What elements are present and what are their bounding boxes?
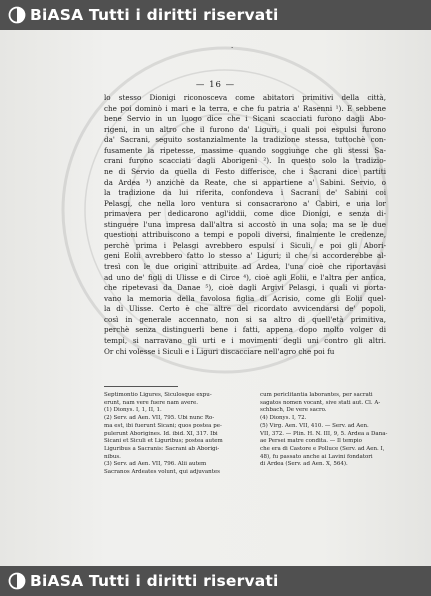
text-line: geni Eolii avrebbero fatto lo stesso a' Liguri; il che si accorderebbe al- <box>104 251 386 261</box>
watermark-text-bottom: BiASA Tutti i diritti riservati <box>30 572 279 590</box>
footnote-line: nibus. <box>104 453 121 460</box>
text-line: da' Sacrani, seguito sostanzialmente la tradizione stessa, tuttochè con- <box>104 135 386 145</box>
watermark-banner-top <box>0 0 431 30</box>
text-line: bene Servio in un luogo dice che i Sicani scacciati furono dagli Abo- <box>104 114 386 124</box>
footnote-line: Liguribus a Sacranis: Sacrani ab Aborigi- <box>104 445 220 452</box>
footnote-line: sagatos nomen vocant, sive stati aut. Cl. A- <box>260 399 381 406</box>
text-line: la di Ulisse. Certo è che altre del ricordato avvicendarsi de' popoli, <box>104 304 386 314</box>
text-line: Or chi volesse i Siculi e i Liguri discacciare nell'agro che poi fu <box>104 346 335 356</box>
text-line: crani furono scacciati dagli Aborigeni ²). In questo solo la tradizio- <box>104 156 386 166</box>
text-line: tempi, si narravano gli urti e i movimenti degli uni contro gli altri. <box>104 335 386 345</box>
biasa-logo-icon <box>8 0 26 24</box>
text-line: vano la memoria della favolosa figlia di Acrisio, come gli Eolii quel- <box>104 293 386 303</box>
text-line: che poi dominò i mari e la terra, e che fu patria a' Rasenni ¹). E sebbene <box>104 103 386 113</box>
text-line: stinguere l'una impresa dall'altra si accostò in una sola; ma se le due <box>104 219 386 229</box>
text-line: perchè prima i Pelasgi avrebbero espulsi i Siculi, e poi gli Abori- <box>104 240 386 250</box>
watermark-banner-bottom <box>0 566 431 596</box>
footnote-line: che era di Castore e Polluce (Serv. ad Aen. I, <box>260 445 385 452</box>
text-line: questioni attribuiscono a tempi e popoli diversi, finalmente le credenze, <box>104 230 386 240</box>
text-line: così in generale accennato, non si sa altro di quell'età primitiva, <box>104 314 386 324</box>
watermark-text-top: BiASA Tutti i diritti riservati <box>30 6 279 24</box>
text-line: la tradizione da lui riferita, confondeva i Sacrani de' Sabini coi <box>104 188 386 198</box>
footnote-line: Sacranos Ardeates volunt, qui adjuvantes <box>104 469 220 476</box>
footnote-line: (3) Serv. ad Aen. VII, 796. Alii autem <box>104 461 207 468</box>
text-line: ne di Servio da quella di Festo differisce, che i Sacrani dice partiti <box>104 166 386 176</box>
text-line: primavera per dedicarono agl'iddii, come dice Dionigi, e senza di- <box>104 209 386 219</box>
footnote-line: ma est, ibi fuerunt Sicani; quos postea pe- <box>104 422 222 429</box>
biasa-logo-icon <box>8 566 26 590</box>
footnote-line: VII, 372. — Plin. H. N. III, 9, 5. Ardea a Dana- <box>260 430 388 437</box>
footnote-line: (5) Virg. Aen. VII, 410. — Serv. ad Aen. <box>260 422 369 429</box>
page-number: — 16 — <box>195 80 236 90</box>
footnote-line: 48), fu passato anche ai Lavini fondatori <box>260 453 373 460</box>
footnote-line: ae Persei matre condita. — Il tempio <box>260 438 362 445</box>
footnote-divider <box>104 386 178 387</box>
footnotes-left-column <box>104 392 242 477</box>
footnote-line: erunt, nam vere fuere nam avere. <box>104 399 198 406</box>
text-line: da Ardea ³) anzichè da Reate, che si appartiene a' Sabini. Servio, o <box>104 177 386 187</box>
footnote-line: (1) Dionys. I, 1, II, 1. <box>104 407 162 414</box>
text-line: ad uno de' figli di Ulisse e di Circe ⁴), cioè agli Eolii, e l'altra per antica, <box>104 272 386 282</box>
text-line: che ripetevasi da Danae ⁵), cioè dagli Argivi Pelasgi, i quali vi porta- <box>104 283 386 293</box>
body-text <box>104 93 386 357</box>
text-line: Pelasgi, che nella loro ventura si consacrarono a' Cabiri, e una lor <box>104 198 386 208</box>
text-line: rigeni, in un altro che il furono da' Liguri, i quali poi espulsi furono <box>104 124 386 134</box>
text-line: lo stesso Dionigi riconosceva come abitatori primitivi della città, <box>104 93 386 102</box>
footnote-line: pulerunt Aborigines. Id. ibid. XI, 317. Ibi <box>104 430 218 437</box>
footnote-line: cum periclitantia laborantes, per sacrati <box>260 392 373 398</box>
text-line: tresì con le due origini attribuite ad Ardea, l'una cioè che riportavasi <box>104 262 386 271</box>
footnote-line: (2) Serv. ad Aen. VII, 795. Ubi nunc Ro- <box>104 415 215 422</box>
footnote-line: Sicani et Siculi et Liguribus; postea autem <box>104 438 223 445</box>
footnote-line: schbach, De vere sacro. <box>260 407 327 414</box>
text-line: perchè senza distinguerli bene i fatti, appena dopo molto volger di <box>104 325 386 335</box>
page-mark: · <box>231 44 234 52</box>
text-line: fusamente la ripetesse, massime quando soggiunge che gli stessi Sa- <box>104 145 386 155</box>
footnote-line: di Ardea (Serv. ad Aen. X, 564). <box>260 461 348 468</box>
footnotes-right-column <box>260 392 396 469</box>
footnote-line: Septimontio Ligures, Siculosque expu- <box>104 392 212 398</box>
footnote-line: (4) Dionys. I, 72. <box>260 415 307 422</box>
